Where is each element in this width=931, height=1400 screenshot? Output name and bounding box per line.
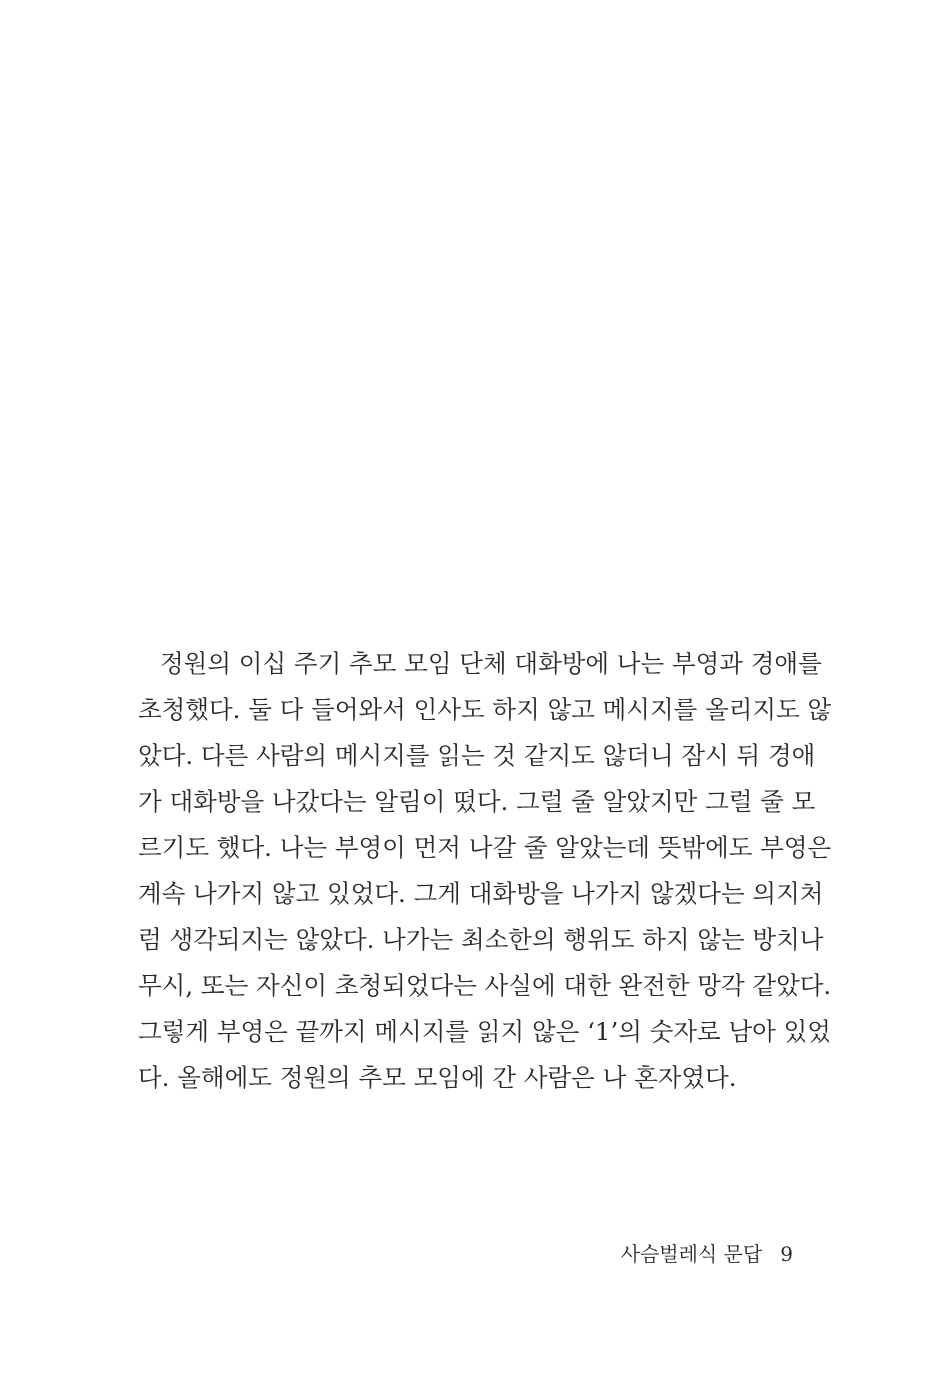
body-line-8: 무시, 또는 자신이 초청되었다는 사실에 대한 완전한 망각 같았다. bbox=[138, 971, 832, 1000]
body-line-5: 르기도 했다. 나는 부영이 먼저 나갈 줄 알았는데 뜻밖에도 부영은 bbox=[138, 833, 832, 862]
body-line-9: 그렇게 부영은 끝까지 메시지를 읽지 않은 ‘1’의 숫자로 남아 있었 bbox=[138, 1017, 831, 1046]
body-line-7: 럼 생각되지는 않았다. 나가는 최소한의 행위도 하지 않는 방치나 bbox=[138, 925, 824, 954]
body-line-2: 초청했다. 둘 다 들어와서 인사도 하지 않고 메시지를 올리지도 않 bbox=[138, 695, 832, 724]
body-line-4: 가 대화방을 나갔다는 알림이 떴다. 그럴 줄 알았지만 그럴 줄 모 bbox=[138, 787, 816, 816]
body-line-1: 정원의 이십 주기 추모 모임 단체 대화방에 나는 부영과 경애를 bbox=[160, 649, 822, 678]
body-paragraph bbox=[138, 641, 832, 1101]
page-footer bbox=[621, 1236, 793, 1272]
body-line-3: 았다. 다른 사람의 메시지를 읽는 것 같지도 않더니 잠시 뒤 경애 bbox=[138, 741, 816, 770]
running-title: 사슴벌레식 문답 bbox=[620, 1242, 763, 1266]
body-line-6: 계속 나가지 않고 있었다. 그게 대화방을 나가지 않겠다는 의지처 bbox=[138, 879, 824, 908]
page-number: 9 bbox=[780, 1242, 793, 1266]
body-line-10: 다. 올해에도 정원의 추모 모임에 간 사람은 나 혼자였다. bbox=[138, 1063, 737, 1092]
